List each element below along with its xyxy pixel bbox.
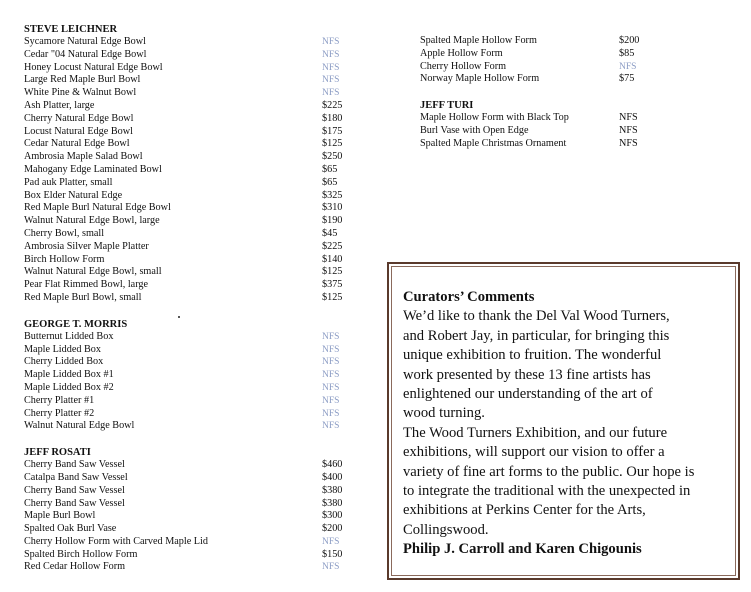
artwork-price: $325 [322, 189, 343, 201]
scan-speck [178, 316, 180, 318]
artist-name: JEFF ROSATI [24, 447, 91, 459]
artwork-title: Honey Locust Natural Edge Bowl [24, 61, 163, 73]
artwork-row [24, 49, 364, 62]
artwork-title: Cherry Bowl, small [24, 227, 105, 239]
artwork-price: NFS [322, 88, 340, 99]
artwork-title: Ambrosia Silver Maple Platter [24, 240, 149, 252]
artwork-price: NFS [619, 124, 638, 136]
artwork-price: NFS [322, 75, 340, 86]
artwork-price: $125 [322, 138, 343, 150]
artwork-price: $310 [322, 202, 343, 214]
artwork-title: Cherry Lidded Box [24, 356, 104, 368]
artwork-price: NFS [322, 382, 340, 393]
artwork-price: $250 [322, 151, 343, 163]
artwork-title: Walnut Natural Edge Bowl [24, 420, 135, 432]
artwork-title: Apple Hollow Form [420, 47, 503, 59]
artwork-row [24, 279, 364, 292]
artwork-row [24, 113, 364, 126]
artwork-price: NFS [322, 370, 340, 381]
artwork-title: Maple Lidded Box #1 [24, 369, 114, 381]
artwork-price: $65 [322, 176, 338, 188]
artwork-price: NFS [619, 112, 638, 124]
artwork-row [24, 228, 364, 241]
artwork-title: Birch Hollow Form [24, 253, 105, 265]
artwork-row [24, 177, 364, 190]
comments-line: variety of fine art forms to the public. Our hope is [403, 463, 695, 480]
artwork-row [24, 420, 364, 433]
artwork-row [24, 395, 364, 408]
artwork-row [24, 138, 364, 151]
artwork-title: Cherry Platter #1 [24, 394, 95, 406]
artwork-row [24, 356, 364, 369]
artwork-title: Spalted Maple Christmas Ornament [420, 137, 567, 149]
artwork-title: Locust Natural Edge Bowl [24, 125, 133, 137]
artwork-row [420, 35, 660, 48]
comments-line: to integrate the traditional with the unexpected in [403, 483, 691, 500]
comments-line: Collingswood. [403, 521, 489, 538]
artist-section [24, 446, 364, 574]
comments-line: unique exhibition to fruition. The wonderful [403, 347, 662, 364]
curators-comments-box [387, 262, 740, 580]
artwork-title: White Pine & Walnut Bowl [24, 87, 137, 99]
artwork-title: Maple Lidded Box [24, 343, 101, 355]
artwork-price: NFS [322, 37, 340, 47]
artwork-price: NFS [619, 61, 637, 72]
artwork-title: Spalted Maple Hollow Form [420, 35, 537, 46]
artwork-price: NFS [322, 421, 340, 432]
artwork-title: Mahogany Edge Laminated Bowl [24, 163, 162, 175]
artwork-price: NFS [322, 331, 340, 342]
comments-line: and Robert Jay, in particular, for bringing this [403, 327, 670, 344]
artwork-price: $75 [619, 73, 635, 85]
artwork-row [24, 498, 364, 511]
artwork-price: $85 [619, 47, 635, 59]
comments-line: We’d like to thank the Del Val Wood Turners, [403, 308, 670, 325]
artwork-price: NFS [322, 536, 340, 547]
artwork-title: Spalted Birch Hollow Form [24, 548, 138, 560]
artwork-row [24, 331, 364, 344]
artwork-row [420, 112, 660, 125]
artwork-title: Maple Lidded Box #2 [24, 381, 114, 393]
artwork-row [24, 241, 364, 254]
artwork-title: Red Cedar Hollow Form [24, 561, 126, 573]
artwork-row [24, 254, 364, 267]
artwork-row [24, 87, 364, 100]
artwork-row [24, 202, 364, 215]
artwork-title: Cherry Band Saw Vessel [24, 459, 125, 471]
artwork-title: Large Red Maple Burl Bowl [24, 74, 141, 86]
artwork-title: Cherry Hollow Form [420, 60, 507, 72]
artist-name: STEVE LEICHNER [24, 24, 118, 35]
artwork-title: Cherry Hollow Form with Carved Maple Lid [24, 535, 208, 547]
artwork-row [24, 62, 364, 75]
artwork-title: Norway Maple Hollow Form [420, 73, 540, 85]
artwork-title: Butternut Lidded Box [24, 330, 114, 342]
artwork-title: Catalpa Band Saw Vessel [24, 471, 128, 483]
artwork-price: NFS [322, 62, 340, 73]
artwork-price: $225 [322, 240, 343, 252]
price-list-left-column [24, 23, 364, 587]
price-list-right-column [420, 35, 660, 164]
artwork-row [420, 125, 660, 138]
artwork-price: $140 [322, 253, 343, 265]
artwork-row [24, 151, 364, 164]
artwork-price: $460 [322, 459, 343, 471]
artwork-row [24, 472, 364, 485]
artwork-title: Box Elder Natural Edge [24, 189, 123, 201]
artwork-title: Sycamore Natural Edge Bowl [24, 36, 146, 47]
artwork-title: Pear Flat Rimmed Bowl, large [24, 279, 149, 291]
comments-line: enlightened our understanding of the art of [403, 386, 653, 403]
artwork-row [24, 344, 364, 357]
artwork-title: Walnut Natural Edge Bowl, small [24, 266, 162, 278]
artwork-row [24, 292, 364, 305]
artwork-price: $400 [322, 471, 343, 483]
artwork-row [24, 510, 364, 523]
artwork-price: $150 [322, 548, 343, 560]
artwork-row [24, 36, 364, 49]
artwork-row [24, 549, 364, 562]
artwork-row [24, 408, 364, 421]
artwork-row [24, 485, 364, 498]
artwork-title: Walnut Natural Edge Bowl, large [24, 215, 160, 227]
artist-section [420, 99, 660, 150]
artwork-title: Pad auk Platter, small [24, 176, 113, 188]
artwork-title: Cherry Band Saw Vessel [24, 484, 125, 496]
artwork-row [24, 523, 364, 536]
artwork-row [24, 561, 364, 574]
artwork-row [24, 459, 364, 472]
artist-name: GEORGE T. MORRIS [24, 318, 128, 330]
artwork-price: $190 [322, 215, 343, 227]
artwork-price: NFS [322, 357, 340, 368]
comments-line: exhibitions at Perkins Center for the Arts, [403, 502, 646, 519]
artwork-title: Burl Vase with Open Edge [420, 124, 529, 136]
artwork-row [420, 48, 660, 61]
artwork-title: Red Maple Burl Natural Edge Bowl [24, 202, 171, 214]
artwork-row [24, 382, 364, 395]
artwork-title: Red Maple Burl Bowl, small [24, 291, 142, 303]
artwork-row [24, 100, 364, 113]
artwork-row [24, 266, 364, 279]
comments-body [403, 307, 738, 540]
artwork-title: Cedar Natural Edge Bowl [24, 138, 130, 150]
artwork-title: Cedar "04 Natural Edge Bowl [24, 48, 147, 60]
artwork-title: Ash Platter, large [24, 99, 95, 111]
artwork-price: NFS [322, 562, 340, 573]
artwork-row [24, 126, 364, 139]
artwork-price: $200 [322, 523, 343, 535]
comments-line: work presented by these 13 fine artists has [403, 366, 651, 383]
artwork-price: $45 [322, 227, 338, 239]
artwork-row [24, 369, 364, 382]
artwork-title: Cherry Band Saw Vessel [24, 497, 125, 509]
artwork-title: Cherry Natural Edge Bowl [24, 112, 134, 124]
artwork-price: $380 [322, 497, 343, 509]
artwork-price: $125 [322, 266, 343, 278]
comments-heading: Curators’ Comments [403, 289, 535, 305]
comments-line: The Wood Turners Exhibition, and our future [403, 424, 668, 441]
artwork-row [24, 215, 364, 228]
comments-signature: Philip J. Carroll and Karen Chigounis [403, 541, 642, 558]
artwork-price: $65 [322, 163, 338, 175]
artwork-row [24, 190, 364, 203]
artwork-price: NFS [322, 408, 340, 419]
artwork-row [420, 138, 660, 151]
artwork-price: $175 [322, 125, 343, 137]
artist-section [24, 23, 364, 305]
artist-name: JEFF TURI [420, 100, 474, 112]
artwork-row [24, 164, 364, 177]
artwork-title: Ambrosia Maple Salad Bowl [24, 151, 143, 163]
artwork-row [420, 61, 660, 74]
artwork-price: NFS [322, 344, 340, 355]
artwork-title: Cherry Platter #2 [24, 407, 95, 419]
artwork-price: $380 [322, 484, 343, 496]
artwork-price: $375 [322, 279, 343, 291]
artwork-price: $300 [322, 510, 343, 522]
comments-line: exhibitions, will support our vision to offer a [403, 444, 665, 461]
artwork-title: Maple Burl Bowl [24, 510, 96, 522]
artwork-title: Spalted Oak Burl Vase [24, 523, 117, 535]
artwork-price: $180 [322, 112, 343, 124]
artwork-row [24, 74, 364, 87]
artwork-price: NFS [619, 137, 638, 149]
artwork-price: NFS [322, 395, 340, 406]
artwork-price: $200 [619, 35, 640, 46]
artwork-title: Maple Hollow Form with Black Top [420, 112, 569, 124]
artwork-row [420, 73, 660, 86]
artwork-row [24, 536, 364, 549]
artwork-price: $125 [322, 291, 343, 303]
artwork-price: NFS [322, 49, 340, 60]
artist-section [420, 35, 660, 86]
artist-section [24, 318, 364, 433]
comments-line: wood turning. [403, 405, 485, 422]
artwork-price: $225 [322, 99, 343, 111]
